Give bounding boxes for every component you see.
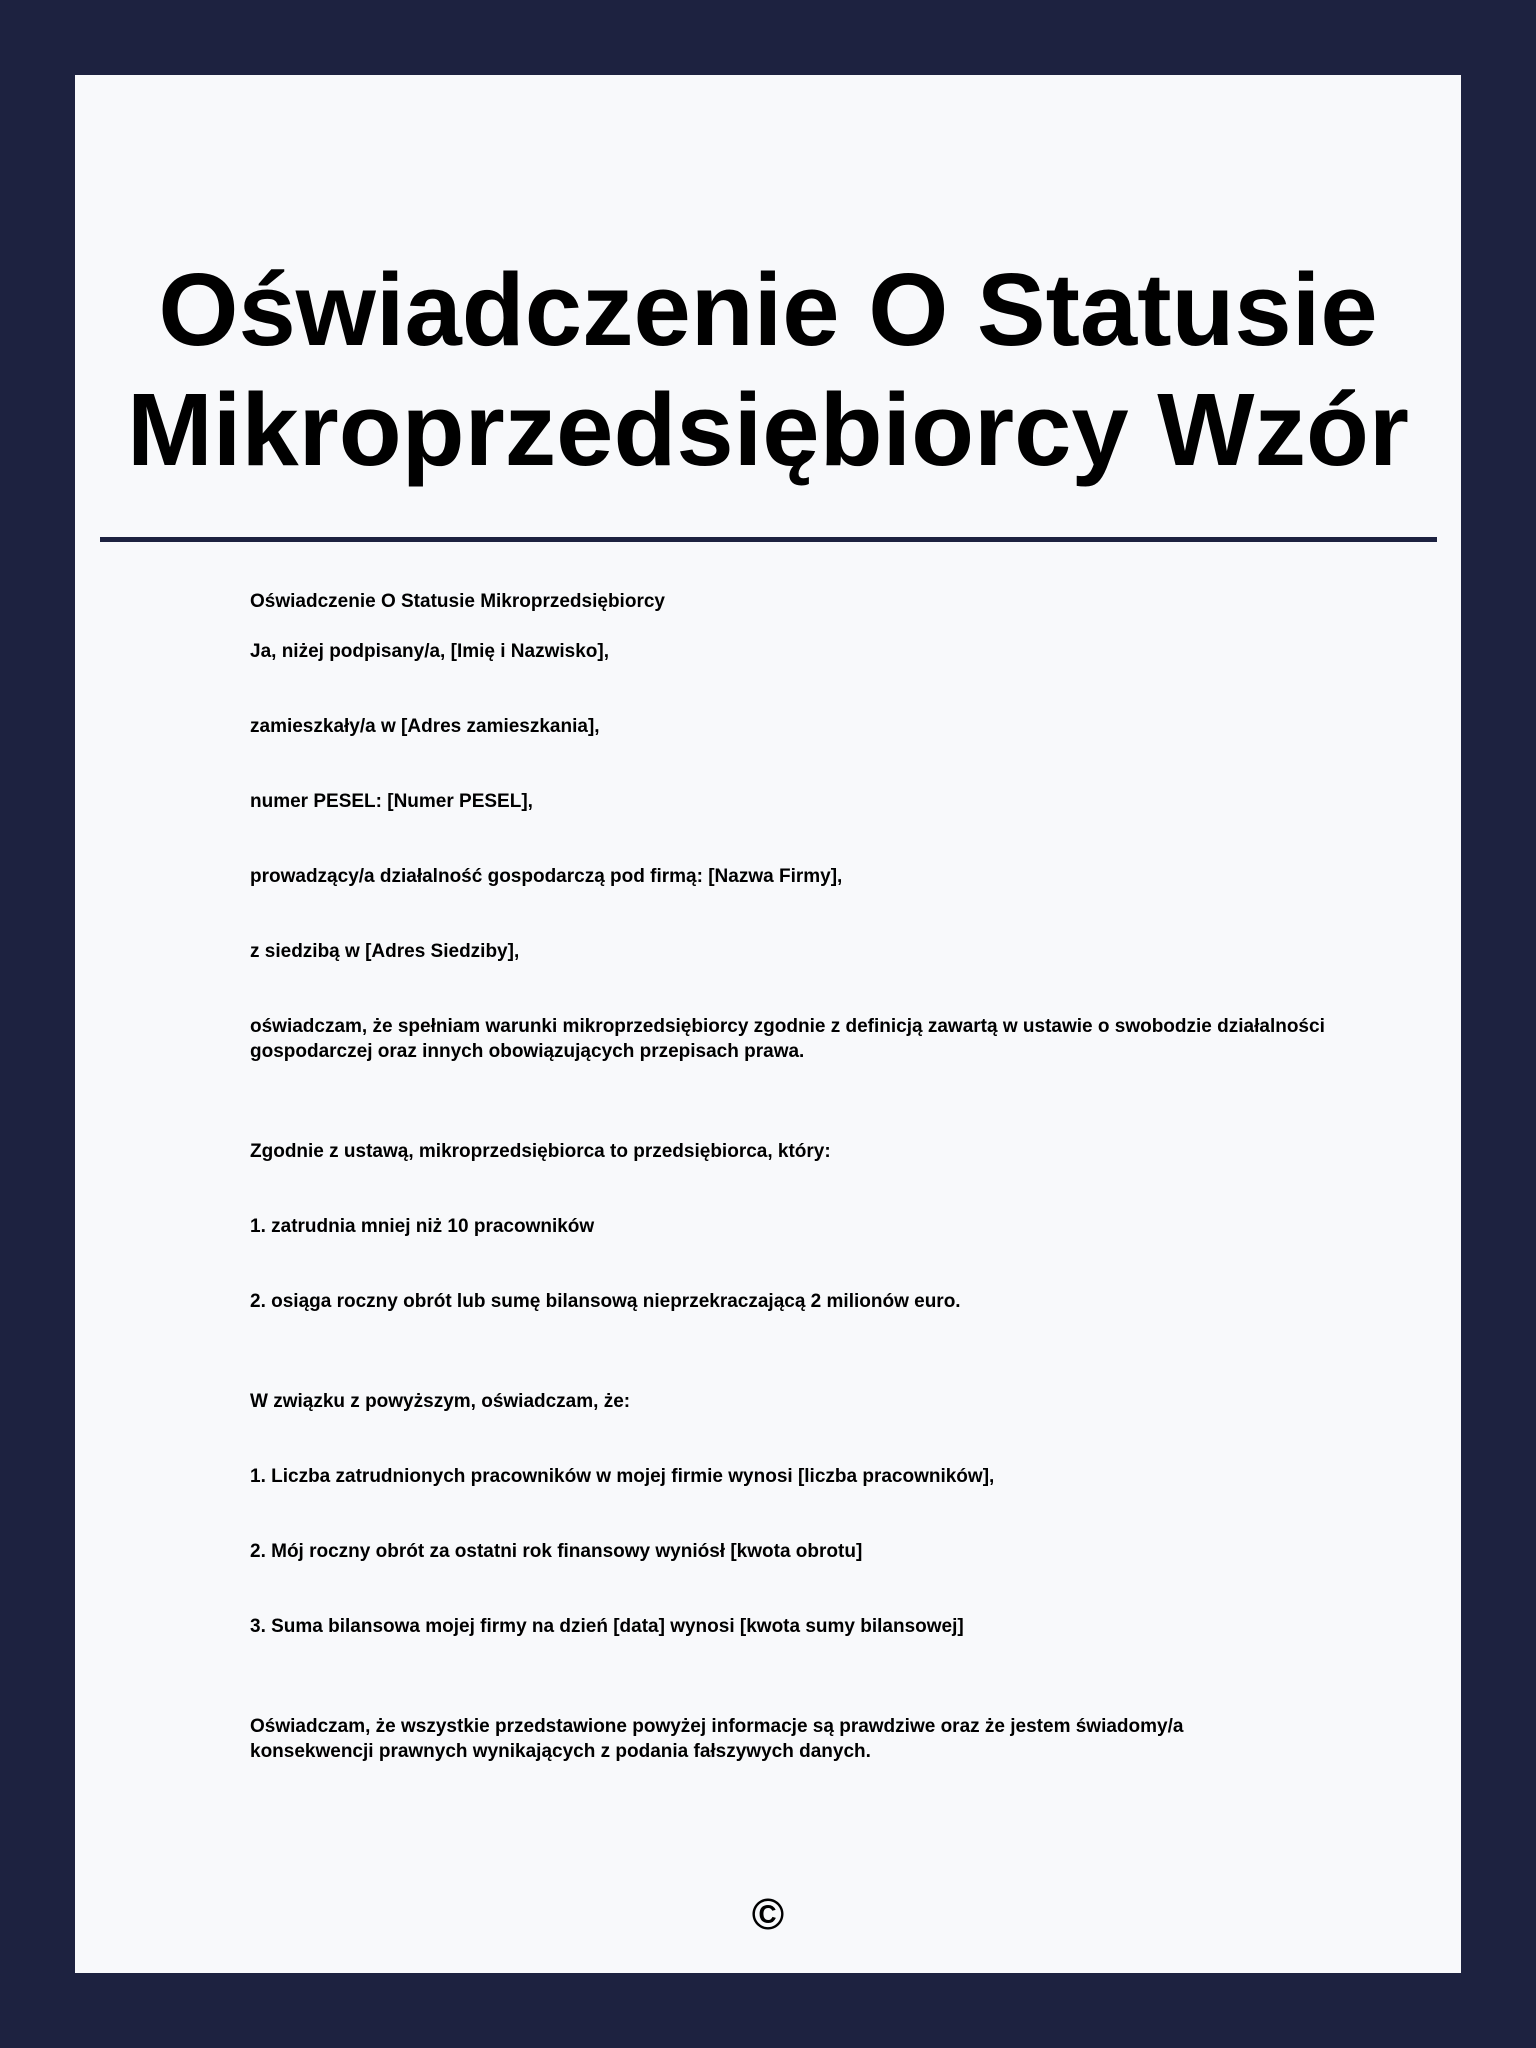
paragraph-pesel: numer PESEL: [Numer PESEL], [250,791,533,812]
statement-item-3: 3. Suma bilansowa mojej firmy na dzień [data] wynosi [kwota sumy bilansowej] [250,1616,964,1637]
title-divider [100,537,1437,542]
paragraph-declaration: oświadczam, że spełniam warunki mikroprzedsiębiorcy zgodnie z definicją zawartą w ustawie o swobodzie działalności gospodarczej oraz innych obowiązujących przepisach prawa. [250,1016,1325,1062]
paragraph-statement-intro: W związku z powyższym, oświadczam, że: [250,1391,631,1412]
paragraph-company: prowadzący/a działalność gospodarczą pod firmą: [Nazwa Firmy], [250,866,843,887]
paragraph-address: zamieszkały/a w [Adres zamieszkania], [250,716,600,737]
copyright-icon: © [751,1890,785,1939]
document-page [75,75,1461,1973]
document-title [75,250,1461,490]
statement-item-2: 2. Mój roczny obrót za ostatni rok finansowy wyniósł [kwota obrotu] [250,1541,863,1562]
paragraph-seat: z siedzibą w [Adres Siedziby], [250,941,520,962]
statement-item-1: 1. Liczba zatrudnionych pracowników w mojej firmie wynosi [liczba pracowników], [250,1466,995,1487]
title-line-2: Mikroprzedsiębiorcy Wzór [126,372,1410,487]
paragraph-name: Ja, niżej podpisany/a, [Imię i Nazwisko], [250,641,609,662]
document-heading: Oświadczenie O Statusie Mikroprzedsiębiorcy [250,591,665,612]
paragraph-definition-intro: Zgodnie z ustawą, mikroprzedsiębiorca to przedsiębiorca, który: [250,1141,831,1162]
title-line-1: Oświadczenie O Statusie [158,252,1378,367]
definition-item-2: 2. osiąga roczny obrót lub sumę bilansową nieprzekraczającą 2 milionów euro. [250,1291,961,1312]
definition-item-1: 1. zatrudnia mniej niż 10 pracowników [250,1216,595,1237]
paragraph-final-declaration: Oświadczam, że wszystkie przedstawione powyżej informacje są prawdziwe oraz że jestem świadomy/a konsekwencji prawnych wynikających z podania fałszywych danych. [250,1716,1184,1762]
